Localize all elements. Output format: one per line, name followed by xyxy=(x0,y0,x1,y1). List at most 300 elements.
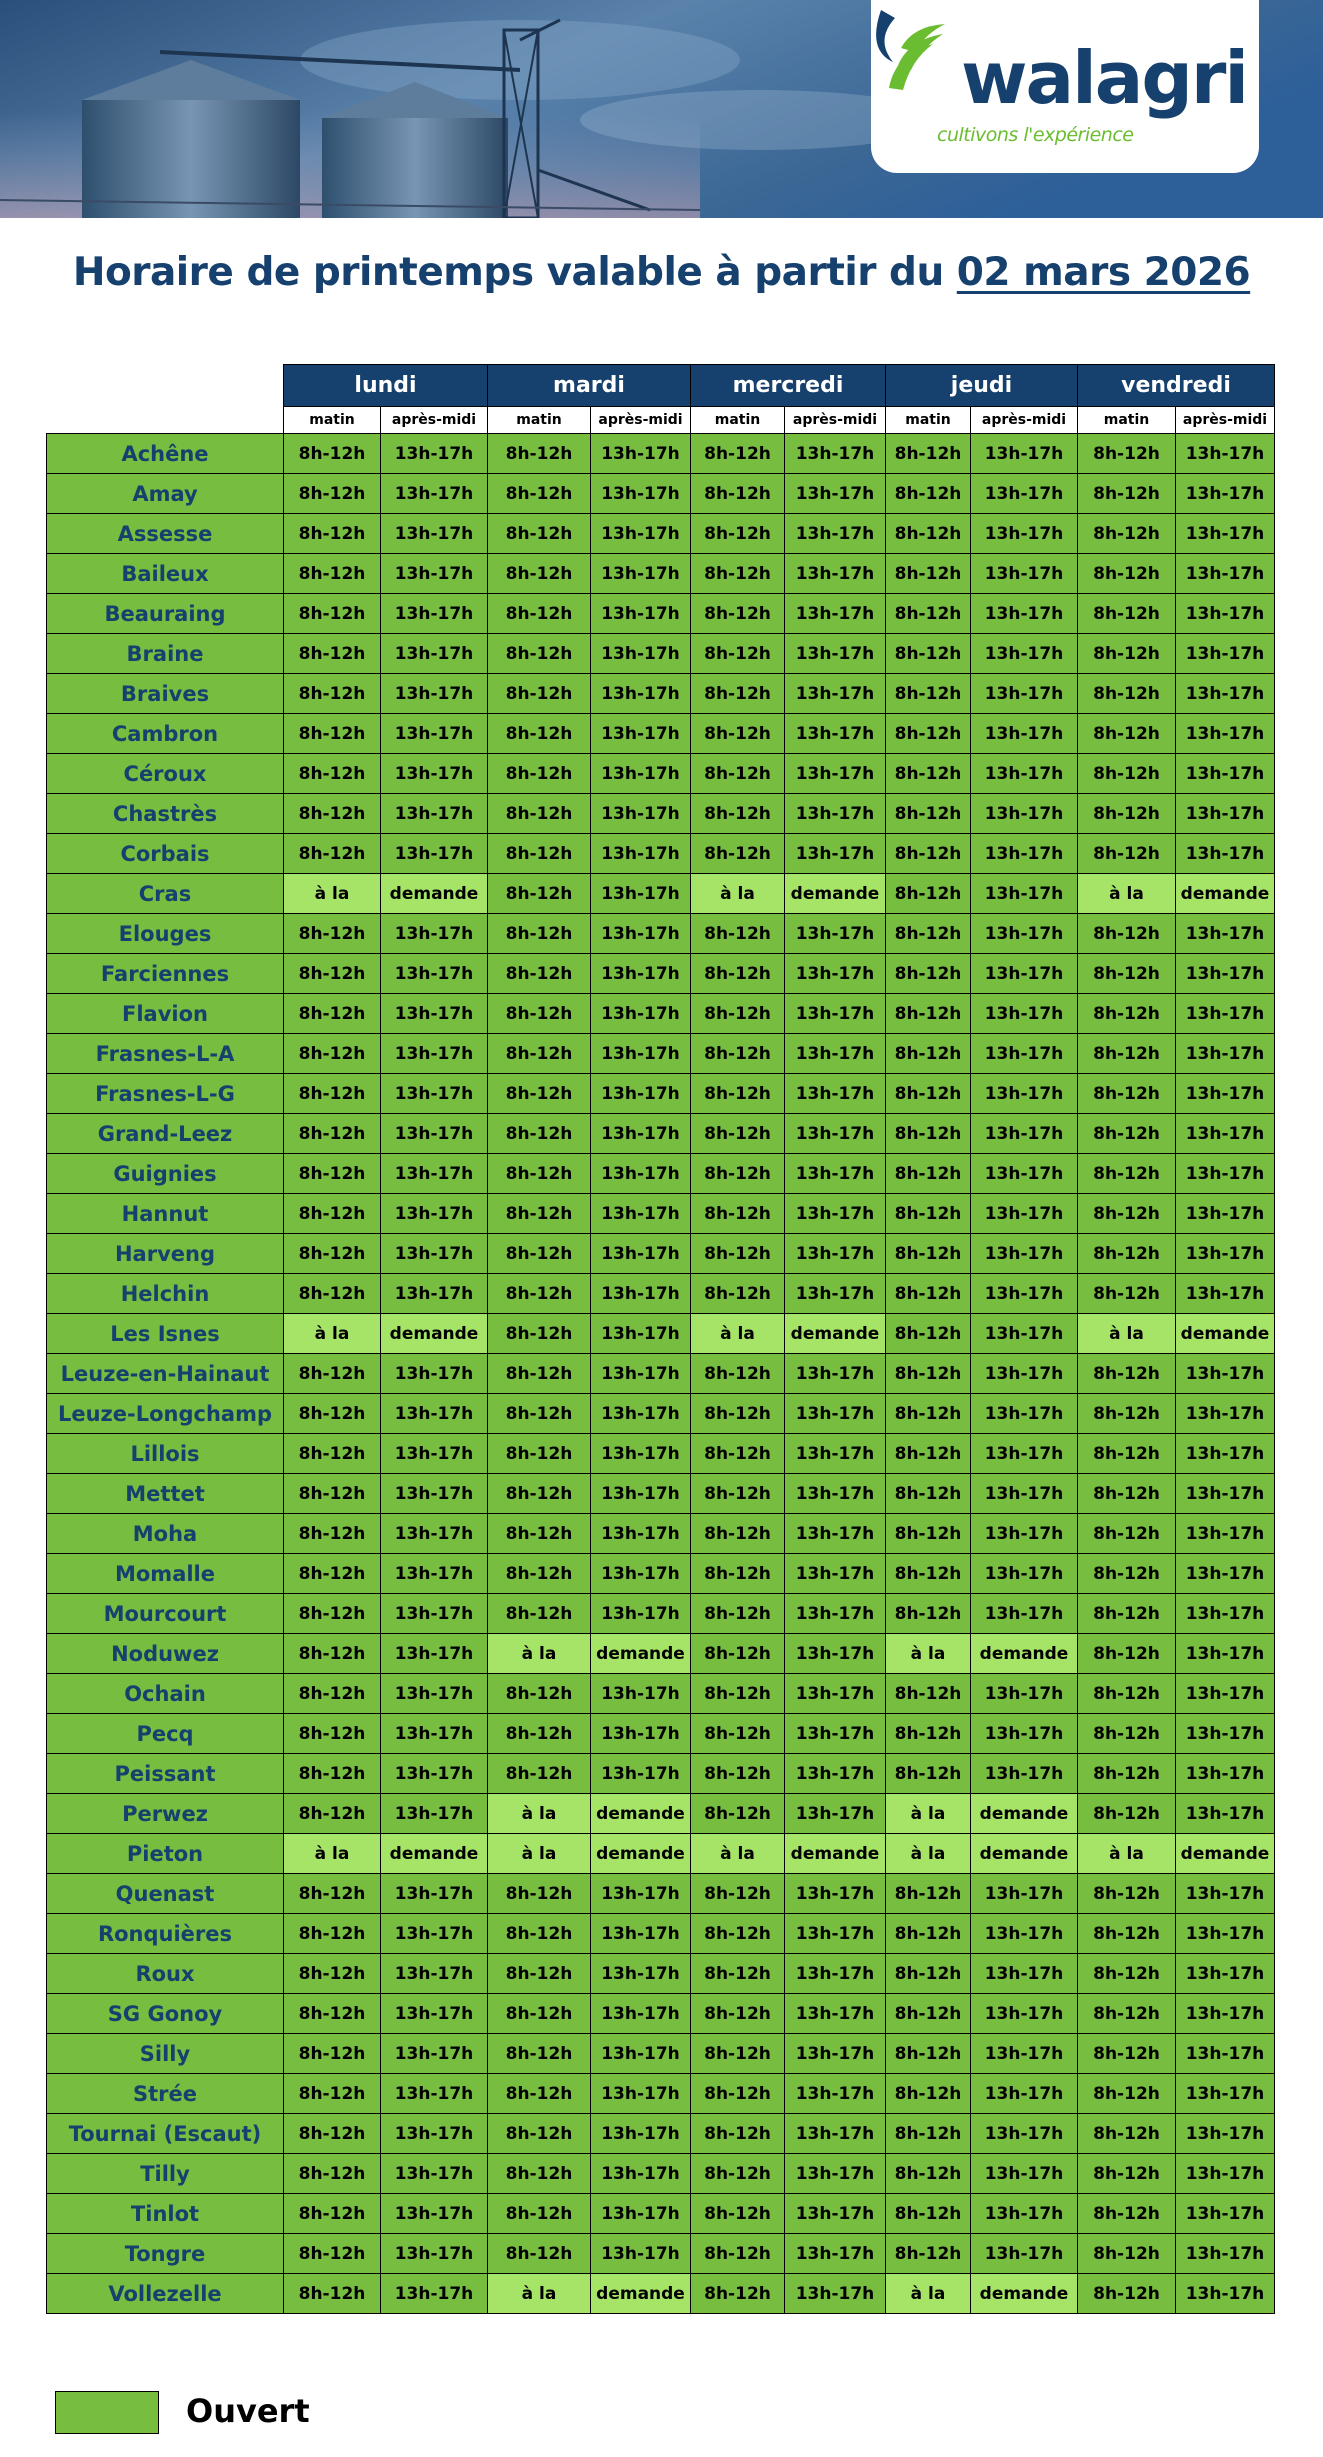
brand-logo xyxy=(871,0,1259,173)
cell-on-request: demande xyxy=(971,1834,1078,1874)
cell-afternoon-hours: 13h-17h xyxy=(591,1074,691,1114)
title-prefix: Horaire de printemps valable à partir du xyxy=(72,250,944,295)
cell-morning-hours: 8h-12h xyxy=(284,1274,381,1314)
cell-morning-hours: 8h-12h xyxy=(691,1514,785,1554)
table-row xyxy=(47,554,1275,594)
cell-morning-hours: 8h-12h xyxy=(886,794,971,834)
site-name: Frasnes-L-A xyxy=(47,1034,284,1074)
cell-afternoon-hours: 13h-17h xyxy=(381,1354,488,1394)
cell-morning-hours: 8h-12h xyxy=(488,1154,591,1194)
cell-on-request: demande xyxy=(381,1314,488,1354)
cell-afternoon-hours: 13h-17h xyxy=(785,1954,886,1994)
cell-afternoon-hours: 13h-17h xyxy=(785,2114,886,2154)
site-name: Guignies xyxy=(47,1154,284,1194)
cell-morning-hours: 8h-12h xyxy=(284,434,381,474)
cell-morning-hours: 8h-12h xyxy=(284,2274,381,2314)
cell-morning-hours: 8h-12h xyxy=(691,434,785,474)
cell-afternoon-hours: 13h-17h xyxy=(591,914,691,954)
cell-morning-hours: 8h-12h xyxy=(886,1594,971,1634)
cell-morning-hours: 8h-12h xyxy=(886,1994,971,2034)
cell-afternoon-hours: 13h-17h xyxy=(1176,954,1275,994)
cell-afternoon-hours: 13h-17h xyxy=(971,2074,1078,2114)
cell-morning-hours: 8h-12h xyxy=(691,2154,785,2194)
cell-afternoon-hours: 13h-17h xyxy=(591,794,691,834)
day-header-row xyxy=(47,365,1275,407)
site-name: Lillois xyxy=(47,1434,284,1474)
table-row xyxy=(47,1554,1275,1594)
cell-afternoon-hours: 13h-17h xyxy=(381,1794,488,1834)
cell-afternoon-hours: 13h-17h xyxy=(971,1314,1078,1354)
cell-on-request: demande xyxy=(785,1314,886,1354)
cell-afternoon-hours: 13h-17h xyxy=(1176,1674,1275,1714)
cell-morning-hours: 8h-12h xyxy=(284,1954,381,1994)
cell-morning-hours: 8h-12h xyxy=(488,2234,591,2274)
site-name: Cambron xyxy=(47,714,284,754)
cell-afternoon-hours: 13h-17h xyxy=(1176,434,1275,474)
site-name: Tinlot xyxy=(47,2194,284,2234)
cell-morning-hours: 8h-12h xyxy=(691,2274,785,2314)
cell-on-request: demande xyxy=(591,1834,691,1874)
cell-morning-hours: 8h-12h xyxy=(488,434,591,474)
table-row xyxy=(47,754,1275,794)
cell-morning-hours: 8h-12h xyxy=(886,2154,971,2194)
cell-morning-hours: 8h-12h xyxy=(284,714,381,754)
cell-afternoon-hours: 13h-17h xyxy=(785,1474,886,1514)
cell-afternoon-hours: 13h-17h xyxy=(785,1634,886,1674)
cell-afternoon-hours: 13h-17h xyxy=(591,474,691,514)
cell-afternoon-hours: 13h-17h xyxy=(971,2034,1078,2074)
cell-afternoon-hours: 13h-17h xyxy=(785,954,886,994)
cell-on-request: demande xyxy=(591,1634,691,1674)
cell-afternoon-hours: 13h-17h xyxy=(971,514,1078,554)
site-name: Momalle xyxy=(47,1554,284,1594)
cell-morning-hours: 8h-12h xyxy=(488,1434,591,1474)
site-name: SG Gonoy xyxy=(47,1994,284,2034)
cell-on-request: à la xyxy=(284,1834,381,1874)
cell-morning-hours: 8h-12h xyxy=(886,714,971,754)
table-row xyxy=(47,2074,1275,2114)
cell-afternoon-hours: 13h-17h xyxy=(1176,994,1275,1034)
cell-morning-hours: 8h-12h xyxy=(284,474,381,514)
table-row xyxy=(47,1274,1275,1314)
cell-afternoon-hours: 13h-17h xyxy=(381,994,488,1034)
cell-afternoon-hours: 13h-17h xyxy=(971,874,1078,914)
cell-on-request: à la xyxy=(488,1794,591,1834)
cell-afternoon-hours: 13h-17h xyxy=(381,1954,488,1994)
site-name: Noduwez xyxy=(47,1634,284,1674)
cell-morning-hours: 8h-12h xyxy=(284,1194,381,1234)
cell-morning-hours: 8h-12h xyxy=(488,474,591,514)
table-row xyxy=(47,434,1275,474)
cell-afternoon-hours: 13h-17h xyxy=(971,2194,1078,2234)
cell-afternoon-hours: 13h-17h xyxy=(591,2194,691,2234)
cell-afternoon-hours: 13h-17h xyxy=(1176,474,1275,514)
cell-morning-hours: 8h-12h xyxy=(886,834,971,874)
cell-morning-hours: 8h-12h xyxy=(1078,1474,1176,1514)
cell-morning-hours: 8h-12h xyxy=(284,1354,381,1394)
cell-afternoon-hours: 13h-17h xyxy=(785,1914,886,1954)
day-header: lundi xyxy=(284,365,488,407)
cell-on-request: demande xyxy=(1176,1314,1275,1354)
table-row xyxy=(47,1194,1275,1234)
cell-morning-hours: 8h-12h xyxy=(691,634,785,674)
cell-morning-hours: 8h-12h xyxy=(691,1154,785,1194)
brand-name: walagri xyxy=(961,36,1248,120)
site-name: Tongre xyxy=(47,2234,284,2274)
cell-morning-hours: 8h-12h xyxy=(1078,1954,1176,1994)
table-row xyxy=(47,1794,1275,1834)
header-banner xyxy=(0,0,1323,218)
cell-afternoon-hours: 13h-17h xyxy=(1176,1434,1275,1474)
cell-morning-hours: 8h-12h xyxy=(1078,794,1176,834)
cell-afternoon-hours: 13h-17h xyxy=(785,594,886,634)
cell-afternoon-hours: 13h-17h xyxy=(971,754,1078,794)
site-name: Peissant xyxy=(47,1754,284,1794)
cell-afternoon-hours: 13h-17h xyxy=(1176,834,1275,874)
cell-afternoon-hours: 13h-17h xyxy=(1176,2194,1275,2234)
site-name: Céroux xyxy=(47,754,284,794)
cell-afternoon-hours: 13h-17h xyxy=(785,2154,886,2194)
cell-afternoon-hours: 13h-17h xyxy=(785,834,886,874)
cell-afternoon-hours: 13h-17h xyxy=(591,1554,691,1594)
cell-afternoon-hours: 13h-17h xyxy=(591,434,691,474)
cell-morning-hours: 8h-12h xyxy=(691,1914,785,1954)
cell-afternoon-hours: 13h-17h xyxy=(381,1674,488,1714)
cell-morning-hours: 8h-12h xyxy=(691,1274,785,1314)
cell-morning-hours: 8h-12h xyxy=(488,1754,591,1794)
site-name: Baileux xyxy=(47,554,284,594)
cell-morning-hours: 8h-12h xyxy=(284,1794,381,1834)
cell-afternoon-hours: 13h-17h xyxy=(1176,1714,1275,1754)
cell-morning-hours: 8h-12h xyxy=(488,1194,591,1234)
table-row xyxy=(47,834,1275,874)
cell-morning-hours: 8h-12h xyxy=(886,1954,971,1994)
cell-afternoon-hours: 13h-17h xyxy=(785,434,886,474)
cell-morning-hours: 8h-12h xyxy=(1078,2034,1176,2074)
cell-afternoon-hours: 13h-17h xyxy=(381,634,488,674)
cell-morning-hours: 8h-12h xyxy=(886,994,971,1034)
cell-morning-hours: 8h-12h xyxy=(488,1234,591,1274)
cell-morning-hours: 8h-12h xyxy=(1078,1114,1176,1154)
cell-morning-hours: 8h-12h xyxy=(1078,2074,1176,2114)
cell-morning-hours: 8h-12h xyxy=(691,474,785,514)
cell-morning-hours: 8h-12h xyxy=(886,1554,971,1594)
cell-afternoon-hours: 13h-17h xyxy=(381,1554,488,1594)
site-name: Mettet xyxy=(47,1474,284,1514)
cell-afternoon-hours: 13h-17h xyxy=(1176,1514,1275,1554)
table-row xyxy=(47,874,1275,914)
cell-morning-hours: 8h-12h xyxy=(1078,1754,1176,1794)
cell-afternoon-hours: 13h-17h xyxy=(1176,1154,1275,1194)
cell-morning-hours: 8h-12h xyxy=(488,714,591,754)
table-row xyxy=(47,2034,1275,2074)
cell-morning-hours: 8h-12h xyxy=(886,554,971,594)
cell-morning-hours: 8h-12h xyxy=(691,2114,785,2154)
cell-morning-hours: 8h-12h xyxy=(1078,594,1176,634)
cell-morning-hours: 8h-12h xyxy=(691,1554,785,1594)
cell-afternoon-hours: 13h-17h xyxy=(1176,1754,1275,1794)
cell-afternoon-hours: 13h-17h xyxy=(381,1474,488,1514)
cell-morning-hours: 8h-12h xyxy=(886,874,971,914)
cell-afternoon-hours: 13h-17h xyxy=(785,914,886,954)
site-name: Achêne xyxy=(47,434,284,474)
table-row xyxy=(47,1394,1275,1434)
cell-afternoon-hours: 13h-17h xyxy=(1176,2114,1275,2154)
cell-morning-hours: 8h-12h xyxy=(488,2074,591,2114)
cell-morning-hours: 8h-12h xyxy=(886,1674,971,1714)
cell-morning-hours: 8h-12h xyxy=(284,1514,381,1554)
cell-morning-hours: 8h-12h xyxy=(691,1394,785,1434)
cell-afternoon-hours: 13h-17h xyxy=(591,1434,691,1474)
day-header: mercredi xyxy=(691,365,886,407)
cell-afternoon-hours: 13h-17h xyxy=(971,1434,1078,1474)
cell-morning-hours: 8h-12h xyxy=(284,1554,381,1594)
cell-morning-hours: 8h-12h xyxy=(886,434,971,474)
cell-morning-hours: 8h-12h xyxy=(691,1594,785,1634)
slot-header-afternoon: après-midi xyxy=(1176,407,1275,434)
site-name: Farciennes xyxy=(47,954,284,994)
cell-morning-hours: 8h-12h xyxy=(284,994,381,1034)
slot-header-morning: matin xyxy=(284,407,381,434)
cell-morning-hours: 8h-12h xyxy=(488,1394,591,1434)
site-name: Helchin xyxy=(47,1274,284,1314)
cell-afternoon-hours: 13h-17h xyxy=(381,1194,488,1234)
cell-morning-hours: 8h-12h xyxy=(284,914,381,954)
cell-morning-hours: 8h-12h xyxy=(1078,2114,1176,2154)
cell-on-request: demande xyxy=(971,1794,1078,1834)
cell-morning-hours: 8h-12h xyxy=(886,474,971,514)
cell-morning-hours: 8h-12h xyxy=(691,594,785,634)
cell-on-request: à la xyxy=(284,874,381,914)
cell-afternoon-hours: 13h-17h xyxy=(785,794,886,834)
site-name: Amay xyxy=(47,474,284,514)
cell-on-request: à la xyxy=(886,2274,971,2314)
site-name: Chastrès xyxy=(47,794,284,834)
cell-on-request: demande xyxy=(591,2274,691,2314)
table-row xyxy=(47,1594,1275,1634)
table-row xyxy=(47,1314,1275,1354)
cell-morning-hours: 8h-12h xyxy=(886,2194,971,2234)
cell-morning-hours: 8h-12h xyxy=(488,1354,591,1394)
cell-morning-hours: 8h-12h xyxy=(284,1114,381,1154)
cell-morning-hours: 8h-12h xyxy=(691,954,785,994)
cell-morning-hours: 8h-12h xyxy=(284,1034,381,1074)
cell-afternoon-hours: 13h-17h xyxy=(971,1554,1078,1594)
cell-afternoon-hours: 13h-17h xyxy=(381,554,488,594)
cell-morning-hours: 8h-12h xyxy=(284,1634,381,1674)
cell-morning-hours: 8h-12h xyxy=(886,1754,971,1794)
cell-morning-hours: 8h-12h xyxy=(886,1434,971,1474)
cell-morning-hours: 8h-12h xyxy=(691,834,785,874)
cell-afternoon-hours: 13h-17h xyxy=(1176,1114,1275,1154)
table-row xyxy=(47,954,1275,994)
cell-on-request: à la xyxy=(886,1794,971,1834)
cell-on-request: à la xyxy=(886,1834,971,1874)
cell-afternoon-hours: 13h-17h xyxy=(1176,914,1275,954)
table-row xyxy=(47,2274,1275,2314)
cell-afternoon-hours: 13h-17h xyxy=(591,2114,691,2154)
title-date: 02 mars 2026 xyxy=(956,250,1251,295)
cell-morning-hours: 8h-12h xyxy=(488,834,591,874)
site-name: Pieton xyxy=(47,1834,284,1874)
cell-morning-hours: 8h-12h xyxy=(488,1274,591,1314)
cell-on-request: à la xyxy=(691,1834,785,1874)
cell-afternoon-hours: 13h-17h xyxy=(381,1434,488,1474)
cell-morning-hours: 8h-12h xyxy=(886,2114,971,2154)
cell-morning-hours: 8h-12h xyxy=(488,1674,591,1714)
table-row xyxy=(47,2154,1275,2194)
cell-afternoon-hours: 13h-17h xyxy=(785,2074,886,2114)
table-row xyxy=(47,994,1275,1034)
cell-afternoon-hours: 13h-17h xyxy=(1176,1634,1275,1674)
cell-morning-hours: 8h-12h xyxy=(284,594,381,634)
cell-afternoon-hours: 13h-17h xyxy=(971,1994,1078,2034)
site-name: Beauraing xyxy=(47,594,284,634)
day-header: mardi xyxy=(488,365,691,407)
cell-afternoon-hours: 13h-17h xyxy=(591,1474,691,1514)
cell-afternoon-hours: 13h-17h xyxy=(785,674,886,714)
cell-morning-hours: 8h-12h xyxy=(886,514,971,554)
cell-afternoon-hours: 13h-17h xyxy=(1176,1874,1275,1914)
cell-afternoon-hours: 13h-17h xyxy=(971,994,1078,1034)
cell-on-request: demande xyxy=(1176,1834,1275,1874)
cell-afternoon-hours: 13h-17h xyxy=(971,2154,1078,2194)
cell-morning-hours: 8h-12h xyxy=(1078,1354,1176,1394)
cell-morning-hours: 8h-12h xyxy=(691,994,785,1034)
cell-morning-hours: 8h-12h xyxy=(488,914,591,954)
cell-afternoon-hours: 13h-17h xyxy=(971,1674,1078,1714)
cell-morning-hours: 8h-12h xyxy=(1078,1554,1176,1594)
cell-afternoon-hours: 13h-17h xyxy=(381,914,488,954)
slot-header-morning: matin xyxy=(488,407,591,434)
cell-morning-hours: 8h-12h xyxy=(886,1874,971,1914)
cell-afternoon-hours: 13h-17h xyxy=(591,1914,691,1954)
cell-morning-hours: 8h-12h xyxy=(691,754,785,794)
cell-morning-hours: 8h-12h xyxy=(691,1674,785,1714)
table-row xyxy=(47,1994,1275,2034)
site-name: Ochain xyxy=(47,1674,284,1714)
cell-morning-hours: 8h-12h xyxy=(284,1754,381,1794)
cell-morning-hours: 8h-12h xyxy=(1078,1194,1176,1234)
cell-afternoon-hours: 13h-17h xyxy=(591,1354,691,1394)
cell-afternoon-hours: 13h-17h xyxy=(971,1474,1078,1514)
legend-label: Ouvert xyxy=(186,2392,310,2430)
cell-afternoon-hours: 13h-17h xyxy=(1176,1354,1275,1394)
cell-morning-hours: 8h-12h xyxy=(1078,1434,1176,1474)
cell-afternoon-hours: 13h-17h xyxy=(591,954,691,994)
site-name: Quenast xyxy=(47,1874,284,1914)
cell-afternoon-hours: 13h-17h xyxy=(1176,1954,1275,1994)
cell-morning-hours: 8h-12h xyxy=(488,674,591,714)
table-row xyxy=(47,1634,1275,1674)
cell-afternoon-hours: 13h-17h xyxy=(1176,754,1275,794)
cell-afternoon-hours: 13h-17h xyxy=(591,2234,691,2274)
cell-morning-hours: 8h-12h xyxy=(284,674,381,714)
cell-afternoon-hours: 13h-17h xyxy=(591,1874,691,1914)
cell-afternoon-hours: 13h-17h xyxy=(1176,2154,1275,2194)
site-name: Tilly xyxy=(47,2154,284,2194)
cell-afternoon-hours: 13h-17h xyxy=(381,1914,488,1954)
cell-afternoon-hours: 13h-17h xyxy=(785,1434,886,1474)
cell-morning-hours: 8h-12h xyxy=(1078,2154,1176,2194)
cell-afternoon-hours: 13h-17h xyxy=(591,2154,691,2194)
table-row xyxy=(47,914,1275,954)
cell-morning-hours: 8h-12h xyxy=(691,1994,785,2034)
cell-morning-hours: 8h-12h xyxy=(691,1634,785,1674)
site-name: Elouges xyxy=(47,914,284,954)
cell-afternoon-hours: 13h-17h xyxy=(381,2114,488,2154)
cell-morning-hours: 8h-12h xyxy=(691,1074,785,1114)
cell-afternoon-hours: 13h-17h xyxy=(785,2274,886,2314)
table-row xyxy=(47,1234,1275,1274)
cell-morning-hours: 8h-12h xyxy=(1078,2274,1176,2314)
table-row xyxy=(47,1754,1275,1794)
cell-morning-hours: 8h-12h xyxy=(886,1514,971,1554)
cell-afternoon-hours: 13h-17h xyxy=(591,1154,691,1194)
cell-on-request: à la xyxy=(691,1314,785,1354)
table-row xyxy=(47,1674,1275,1714)
cell-morning-hours: 8h-12h xyxy=(1078,554,1176,594)
cell-afternoon-hours: 13h-17h xyxy=(381,1594,488,1634)
cell-afternoon-hours: 13h-17h xyxy=(381,2274,488,2314)
cell-afternoon-hours: 13h-17h xyxy=(381,1714,488,1754)
cell-afternoon-hours: 13h-17h xyxy=(381,1034,488,1074)
cell-afternoon-hours: 13h-17h xyxy=(591,1674,691,1714)
cell-morning-hours: 8h-12h xyxy=(284,1474,381,1514)
cell-afternoon-hours: 13h-17h xyxy=(591,1234,691,1274)
cell-morning-hours: 8h-12h xyxy=(1078,1154,1176,1194)
cell-afternoon-hours: 13h-17h xyxy=(381,674,488,714)
cell-morning-hours: 8h-12h xyxy=(1078,1874,1176,1914)
cell-afternoon-hours: 13h-17h xyxy=(971,434,1078,474)
cell-morning-hours: 8h-12h xyxy=(284,1914,381,1954)
site-name: Corbais xyxy=(47,834,284,874)
cell-afternoon-hours: 13h-17h xyxy=(971,2234,1078,2274)
cell-morning-hours: 8h-12h xyxy=(1078,1714,1176,1754)
cell-afternoon-hours: 13h-17h xyxy=(591,1194,691,1234)
cell-morning-hours: 8h-12h xyxy=(886,1114,971,1154)
table-row xyxy=(47,1954,1275,1994)
cell-morning-hours: 8h-12h xyxy=(284,2234,381,2274)
cell-afternoon-hours: 13h-17h xyxy=(971,474,1078,514)
slot-header-afternoon: après-midi xyxy=(971,407,1078,434)
cell-morning-hours: 8h-12h xyxy=(488,634,591,674)
cell-morning-hours: 8h-12h xyxy=(488,554,591,594)
cell-morning-hours: 8h-12h xyxy=(488,1874,591,1914)
slot-header-afternoon: après-midi xyxy=(591,407,691,434)
slot-header-morning: matin xyxy=(1078,407,1176,434)
cell-morning-hours: 8h-12h xyxy=(284,1234,381,1274)
cell-afternoon-hours: 13h-17h xyxy=(971,1594,1078,1634)
cell-morning-hours: 8h-12h xyxy=(886,1474,971,1514)
cell-morning-hours: 8h-12h xyxy=(488,794,591,834)
table-row xyxy=(47,1474,1275,1514)
table-row xyxy=(47,594,1275,634)
cell-morning-hours: 8h-12h xyxy=(691,1794,785,1834)
cell-afternoon-hours: 13h-17h xyxy=(1176,594,1275,634)
table-row xyxy=(47,1114,1275,1154)
cell-morning-hours: 8h-12h xyxy=(488,874,591,914)
cell-afternoon-hours: 13h-17h xyxy=(1176,1994,1275,2034)
site-name: Flavion xyxy=(47,994,284,1034)
cell-on-request: à la xyxy=(691,874,785,914)
cell-afternoon-hours: 13h-17h xyxy=(1176,2274,1275,2314)
table-row xyxy=(47,2114,1275,2154)
cell-morning-hours: 8h-12h xyxy=(488,1514,591,1554)
cell-afternoon-hours: 13h-17h xyxy=(785,2234,886,2274)
cell-on-request: demande xyxy=(381,1834,488,1874)
cell-afternoon-hours: 13h-17h xyxy=(1176,1074,1275,1114)
